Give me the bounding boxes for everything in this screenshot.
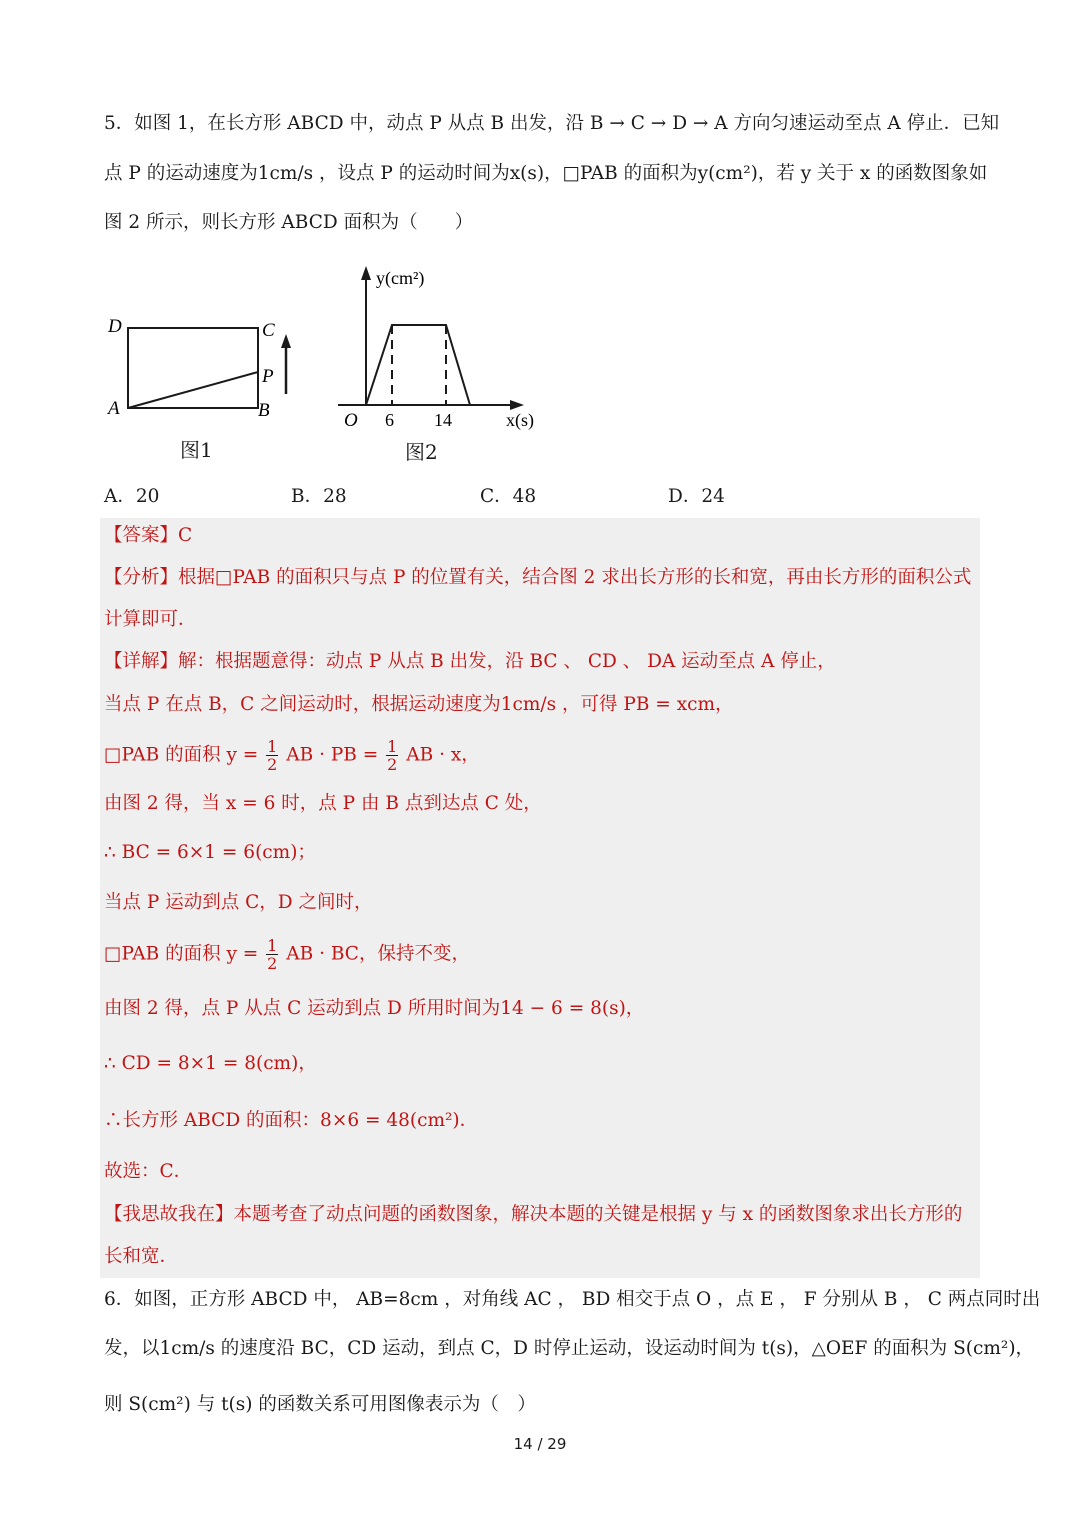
detail-line-6: 当点 P 运动到点 C，D 之间时， xyxy=(104,892,373,913)
label-c: C xyxy=(262,320,275,341)
q5-line-2: 点 P 的运动速度为1cm/s ，设点 P 的运动时间为x(s)，□PAB 的面积为y(cm²)，若 y 关于 x 的函数图象如 xyxy=(104,163,988,184)
fraction-half xyxy=(386,738,398,773)
detail-line-1 xyxy=(104,650,836,674)
detail-3b: AB · PB = xyxy=(286,744,379,766)
detail-3c: AB · x， xyxy=(406,744,480,766)
fraction-denominator: 2 xyxy=(267,954,278,973)
answer-line xyxy=(104,524,192,548)
figure-2-graph xyxy=(330,262,555,437)
detail-line-7 xyxy=(104,937,470,972)
origin-label: O xyxy=(344,410,358,431)
fraction-numerator: 1 xyxy=(267,737,278,756)
detail-line-11: 故选：C． xyxy=(104,1161,193,1182)
analysis-text-1: 根据□PAB 的面积只与点 P 的位置有关，结合图 2 求出长方形的长和宽，再由长方形的面积公式 xyxy=(178,567,972,588)
analysis-line-1 xyxy=(104,566,971,590)
detail-line-2: 当点 P 在点 B，C 之间运动时，根据运动速度为1cm/s ，可得 PB = xcm， xyxy=(104,694,734,715)
q6-line-2: 发，以1cm/s 的速度沿 BC，CD 运动，到点 C，D 时停止运动，设运动时间为 t(s)，△OEF 的面积为 S(cm²)， xyxy=(104,1338,1035,1359)
reflect-line-1 xyxy=(104,1203,962,1227)
figure-1-caption: 图1 xyxy=(180,438,213,462)
q5-line-3: 图 2 所示，则长方形 ABCD 面积为（ ） xyxy=(104,212,474,233)
x-axis-label: x(s) xyxy=(506,410,534,430)
label-b: B xyxy=(258,400,270,420)
q6-line-3: 则 S(cm²) 与 t(s) 的函数关系可用图像表示为（ ） xyxy=(104,1394,536,1415)
figure-1-rectangle xyxy=(100,310,310,420)
detail-7b: AB · BC，保持不变， xyxy=(286,943,470,965)
detail-line-10: ∴长方形 ABCD 的面积：8×6 = 48(cm²)． xyxy=(104,1110,479,1131)
segment-ap xyxy=(128,372,258,408)
y-axis-arrow xyxy=(361,266,371,280)
option-a[interactable]: A．20 xyxy=(104,486,160,507)
detail-tag: 【详解】 xyxy=(104,651,179,672)
fraction-denominator: 2 xyxy=(387,755,398,774)
rectangle-abcd xyxy=(128,328,258,408)
fraction-numerator: 1 xyxy=(387,737,398,756)
fraction-denominator: 2 xyxy=(267,755,278,774)
function-graph-line xyxy=(366,325,470,405)
detail-3a: □PAB 的面积 y = xyxy=(104,744,259,766)
motion-arrow-head xyxy=(281,334,291,348)
reflect-line-2: 长和宽． xyxy=(104,1246,179,1267)
option-b[interactable]: B．28 xyxy=(291,486,347,507)
fraction-half xyxy=(266,738,278,773)
fraction-half xyxy=(266,937,278,972)
detail-line-3 xyxy=(104,738,480,773)
page-number: 14 / 29 xyxy=(513,1435,567,1453)
q5-line-1: 5．如图 1，在长方形 ABCD 中，动点 P 从点 B 出发，沿 B → C → D → A 方向匀速运动至点 A 停止．已知 xyxy=(104,113,1000,134)
label-p: P xyxy=(262,366,274,387)
x-axis-arrow xyxy=(510,400,524,410)
y-axis-label: y(cm²) xyxy=(376,268,425,288)
detail-line-8: 由图 2 得，点 P 从点 C 运动到点 D 所用时间为14 − 6 = 8(s)， xyxy=(104,998,645,1019)
label-d: D xyxy=(108,316,122,337)
detail-line-4: 由图 2 得，当 x = 6 时，点 P 由 B 点到达点 C 处， xyxy=(104,793,542,814)
option-c[interactable]: C．48 xyxy=(480,486,537,507)
detail-text-1: 解：根据题意得：动点 P 从点 B 出发，沿 BC 、 CD 、 DA 运动至点 A 停止， xyxy=(178,651,836,672)
answer-value: C xyxy=(178,525,193,546)
analysis-tag: 【分析】 xyxy=(104,567,179,588)
reflect-tag: 【我思故我在】 xyxy=(104,1204,234,1225)
q6-line-1: 6．如图，正方形 ABCD 中， AB=8cm ，对角线 AC ， BD 相交于点 O ，点 E ， F 分别从 B ， C 两点同时出 xyxy=(104,1289,1041,1310)
reflect-text-1: 本题考查了动点问题的函数图象，解决本题的关键是根据 y 与 x 的函数图象求出长方形的 xyxy=(233,1204,963,1225)
detail-line-5: ∴ BC = 6×1 = 6(cm)； xyxy=(104,842,316,863)
tick-label-6: 6 xyxy=(385,410,394,430)
fraction-numerator: 1 xyxy=(267,936,278,955)
analysis-line-2: 计算即可． xyxy=(104,609,197,630)
label-a: A xyxy=(108,398,120,419)
detail-line-9: ∴ CD = 8×1 = 8(cm)， xyxy=(104,1053,317,1074)
tick-label-14: 14 xyxy=(434,410,452,430)
figure-2-caption: 图2 xyxy=(405,440,438,464)
option-d[interactable]: D．24 xyxy=(668,486,725,507)
detail-7a: □PAB 的面积 y = xyxy=(104,943,259,965)
answer-tag: 【答案】 xyxy=(104,525,179,546)
